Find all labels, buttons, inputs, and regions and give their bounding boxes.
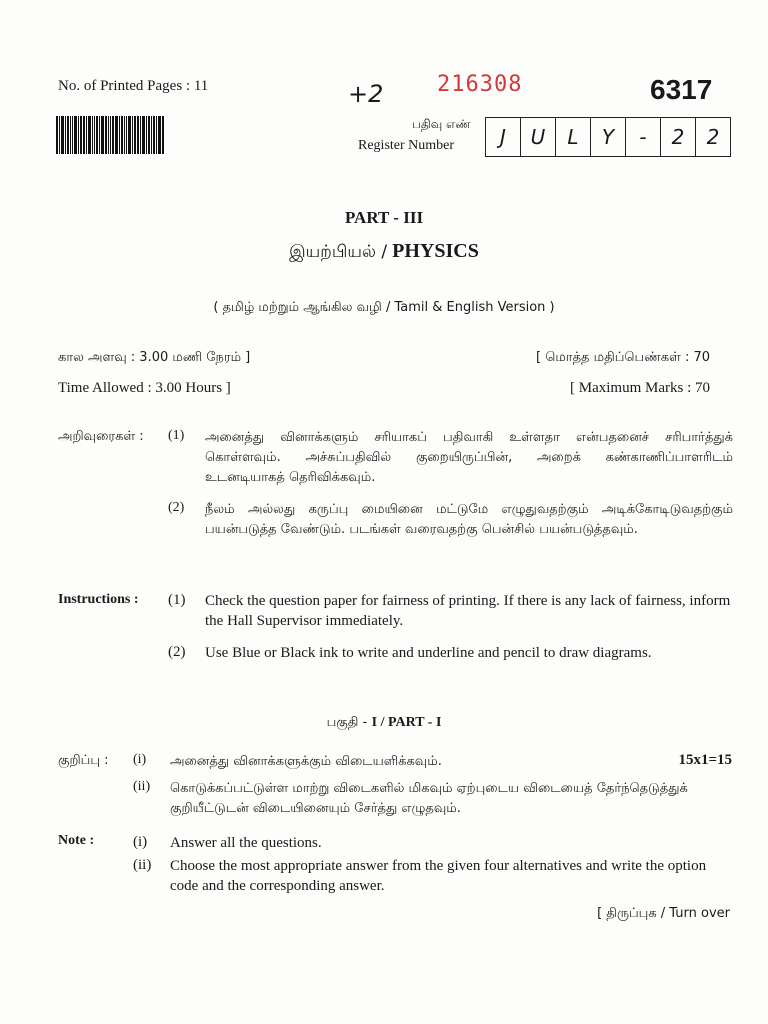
instruction-tamil-2: நீலம் அல்லது கருப்பு மையினை மட்டுமே எழுதுவதற்கும் அடிக்கோடிடுவதற்கும் பயன்படுத்த வேண்டும். படங்கள் வரைவதற்கு பென்சில் பயன்படுத்தவும். — [205, 502, 733, 537]
note-number: (i) — [133, 834, 148, 850]
subject-english: PHYSICS — [392, 240, 479, 262]
part1-heading — [0, 714, 768, 731]
instruction-number: (1) — [168, 592, 186, 608]
register-label-english: Register Number — [358, 138, 455, 153]
note-tamil-2: கொடுக்கப்பட்டுள்ள மாற்று விடைகளில் மிகவும் ஏற்புடைய விடையைத் தேர்ந்தெடுத்துக் குறியீட்டுடன் விடையினையும் சேர்த்து எழுதவும். — [170, 781, 688, 816]
barcode-image — [56, 116, 184, 154]
time-english: Time Allowed : 3.00 Hours ] — [58, 380, 231, 396]
instruction-english-1: Check the question paper for fairness of printing. If there is any lack of fairness, inform the Hall Supervisor immediately. — [205, 593, 731, 629]
subject-title — [0, 240, 768, 264]
marks-allocation: 15x1=15 — [678, 752, 732, 768]
version-line: ( தமிழ் மற்றும் ஆங்கில வழி / Tamil & English Version ) — [213, 300, 555, 315]
register-box: 2 — [661, 118, 696, 156]
instruction-english-2: Use Blue or Black ink to write and underline and pencil to draw diagrams. — [205, 645, 652, 661]
note-number: (i) — [133, 752, 147, 767]
printed-pages: No. of Printed Pages : 11 — [58, 78, 209, 94]
part1-heading-tamil: பகுதி - — [326, 715, 368, 730]
instruction-tamil-1: அனைத்து வினாக்களும் சரியாகப் பதிவாகி உள்ளதா என்பதனைச் சரிபார்த்துக் கொள்ளவும். அச்சுப்பதிவில் குறையிருப்பின், அறைக் கண்காணிப்பாளரிடம் உடனடியாகத் தெரிவிக்கவும். — [205, 430, 733, 485]
register-box: U — [521, 118, 556, 156]
part-title: PART - III — [344, 208, 424, 227]
marks-tamil: [ மொத்த மதிப்பெண்கள் : 70 — [536, 350, 710, 365]
instructions-english-label: Instructions : — [58, 592, 139, 607]
register-number-boxes — [485, 117, 731, 157]
note-english-1: Answer all the questions. — [170, 835, 322, 851]
note-english-label: Note : — [58, 833, 95, 848]
handwritten-class-mark: +2 — [348, 80, 384, 108]
time-tamil: கால அளவு : 3.00 மணி நேரம் ] — [58, 350, 251, 365]
paper-code: 6317 — [650, 74, 713, 105]
register-box: J — [486, 118, 521, 156]
marks-english: [ Maximum Marks : 70 — [570, 380, 710, 396]
serial-number: 216308 — [437, 72, 523, 97]
subject-tamil: இயற்பியல் / — [289, 242, 388, 262]
instruction-number: (1) — [168, 428, 185, 443]
instruction-number: (2) — [168, 644, 186, 660]
register-box: 2 — [706, 125, 720, 149]
note-tamil-1: அனைத்து வினாக்களுக்கும் விடையளிக்கவும். — [170, 754, 442, 769]
register-box: - — [626, 118, 661, 156]
instructions-tamil-label: அறிவுரைகள் : — [58, 429, 144, 444]
note-english-2: Choose the most appropriate answer from the given four alternatives and write the option code and the corresponding answer. — [170, 858, 707, 894]
instruction-number: (2) — [168, 500, 185, 515]
register-box: Y — [591, 118, 626, 156]
part1-heading-english: I / PART - I — [371, 715, 442, 730]
note-tamil-label: குறிப்பு : — [58, 753, 109, 768]
register-label-tamil: பதிவு எண் — [412, 117, 471, 131]
turn-over: [ திருப்புக / Turn over — [597, 906, 730, 921]
note-number: (ii) — [133, 857, 152, 873]
register-box: L — [556, 118, 591, 156]
note-number: (ii) — [133, 779, 151, 794]
